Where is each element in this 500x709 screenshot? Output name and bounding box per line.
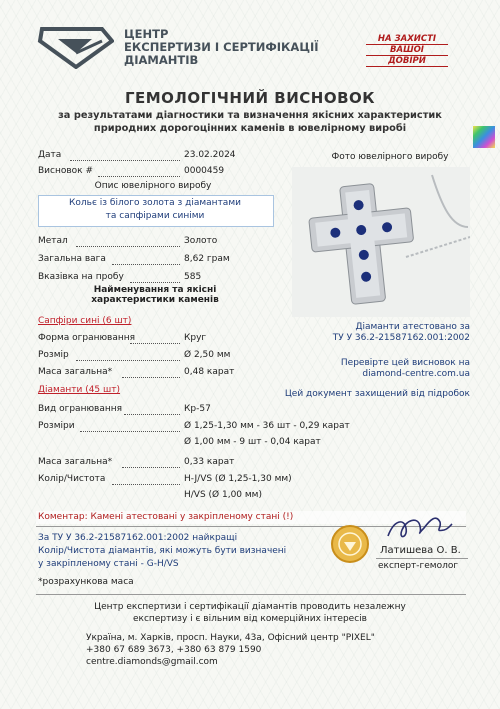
hallmark-value: 585 [184, 272, 202, 282]
leader-dots [80, 431, 180, 432]
leader-dots [130, 282, 180, 283]
diamond-color-value: H-J/VS (Ø 1,25-1,30 мм) [184, 474, 292, 484]
sapphire-size-label: Розмір [38, 350, 69, 360]
diamond-cut-label: Вид огранювання [38, 404, 123, 414]
leader-dots [112, 264, 180, 265]
number-value: 0000459 [184, 166, 225, 176]
tu-note [38, 532, 286, 571]
diamond-mass-label: Маса загальна* [38, 457, 113, 467]
badge-line: ДОВІРИ [366, 56, 448, 67]
diamond-size-label: Розміри [38, 421, 75, 431]
certified-line: ТУ У 36.2-21587162.001:2002 [332, 333, 470, 343]
diamond-size-value: Ø 1,00 мм - 9 шт - 0,04 карат [184, 437, 321, 447]
subtitle-line: за результатами діагностики та визначення якісних характеристик [58, 110, 442, 121]
document-title: ГЕМОЛОГІЧНИЙ ВИСНОВОК [124, 89, 376, 107]
org-name-line: ЦЕНТР [124, 27, 169, 41]
leader-dots [124, 414, 180, 415]
jewelry-photo [292, 167, 470, 317]
tu-note-line: у закріпленому стані - G-H/VS [38, 559, 179, 569]
stones-heading [38, 285, 272, 305]
hologram-sticker [473, 126, 495, 148]
description-line: Кольє із білого золота з діамантами [69, 198, 241, 208]
photo-caption: Фото ювелірного виробу [331, 152, 449, 162]
date-label: Дата [38, 150, 62, 160]
footer-statement-line: Центр експертизи і сертифікації діамантів проводить незалежну [94, 602, 406, 612]
weight-value: 8,62 грам [184, 254, 230, 264]
document-subtitle [0, 109, 500, 135]
verify-note [300, 358, 470, 380]
footer-statement-line: експертизу і є вільним від комерційних інтересів [133, 614, 367, 624]
weight-label: Загальна вага [38, 254, 106, 264]
date-value: 23.02.2024 [184, 150, 236, 160]
divider [376, 558, 468, 559]
org-name-line: ЕКСПЕРТИЗИ І СЕРТИФІКАЦІЇ [124, 40, 319, 54]
number-label: Висновок # [38, 166, 94, 176]
sapphire-cut-label: Форма огранювання [38, 333, 136, 343]
certified-line: Діаманти атестовано за [355, 322, 470, 332]
badge-line: НА ЗАХИСТІ [366, 34, 448, 45]
footer-statement [0, 601, 500, 625]
divider [36, 594, 466, 595]
org-name [124, 28, 319, 67]
diamond-mass-value: 0,33 карат [184, 457, 235, 467]
footer-address [86, 632, 375, 668]
subtitle-line: природних дорогоцінних каменів в ювелірному виробі [93, 123, 407, 134]
metal-value: Золото [184, 236, 218, 246]
tu-note-line: За ТУ У 36.2-21587162.001:2002 найкращі [38, 533, 238, 543]
verify-link[interactable]: diamond-centre.com.ua [362, 369, 470, 379]
leader-dots [70, 160, 180, 161]
description-heading: Опис ювелірного виробу [94, 181, 212, 191]
certified-note [300, 322, 470, 344]
leader-dots [76, 360, 180, 361]
gold-seal-icon [330, 524, 370, 564]
leader-dots [112, 484, 180, 485]
sapphire-mass-value: 0,48 карат [184, 367, 235, 377]
stones-heading-line: характеристики каменів [91, 295, 219, 305]
diamond-color-value: H/VS (Ø 1,00 мм) [184, 490, 262, 500]
hallmark-label: Вказівка на пробу [38, 272, 124, 282]
description-line: та сапфірами синіми [105, 211, 205, 221]
signature-role: експерт-гемолог [378, 561, 459, 571]
address-line: Україна, м. Харків, просп. Науки, 43а, Офісний центр "PIXEL" [86, 633, 375, 643]
verify-line: Перевірте цей висновок на [340, 358, 470, 368]
sapphires-heading: Сапфіри сині (6 шт) [38, 316, 132, 326]
sapphire-size-value: Ø 2,50 мм [184, 350, 231, 360]
diamond-logo-icon [36, 27, 114, 69]
phone-line: +380 67 689 3673, +380 63 879 1590 [86, 645, 262, 655]
sapphire-cut-value: Круг [184, 333, 207, 343]
tu-note-line: Колір/Чистота діамантів, які можуть бути визначені [38, 546, 287, 556]
comment-text: Коментар: Камені атестовані у закріпленому стані (!) [38, 512, 294, 522]
stones-heading-line: Найменування та якісні [93, 285, 217, 295]
leader-dots [76, 246, 180, 247]
signature-name: Латишева О. В. [380, 545, 461, 556]
leader-dots [122, 377, 180, 378]
org-name-line: ДІАМАНТІВ [124, 53, 199, 67]
diamonds-heading: Діаманти (45 шт) [38, 385, 121, 395]
leader-dots [98, 176, 180, 177]
diamond-cut-value: Кр-57 [184, 404, 211, 414]
leader-dots [130, 343, 180, 344]
sapphire-mass-label: Маса загальна* [38, 367, 113, 377]
protection-badge [366, 34, 448, 67]
badge-line: ВАШОЇ [366, 45, 448, 56]
diamond-color-label: Колір/Чистота [38, 474, 106, 484]
diamond-size-value: Ø 1,25-1,30 мм - 36 шт - 0,29 карат [184, 421, 350, 431]
calc-note: *розрахункова маса [38, 577, 134, 587]
metal-label: Метал [38, 236, 68, 246]
signature-image [384, 510, 454, 546]
protected-note: Цей документ захищений від підробок [284, 389, 470, 399]
leader-dots [122, 467, 180, 468]
email-link[interactable]: centre.diamonds@gmail.com [86, 657, 218, 667]
